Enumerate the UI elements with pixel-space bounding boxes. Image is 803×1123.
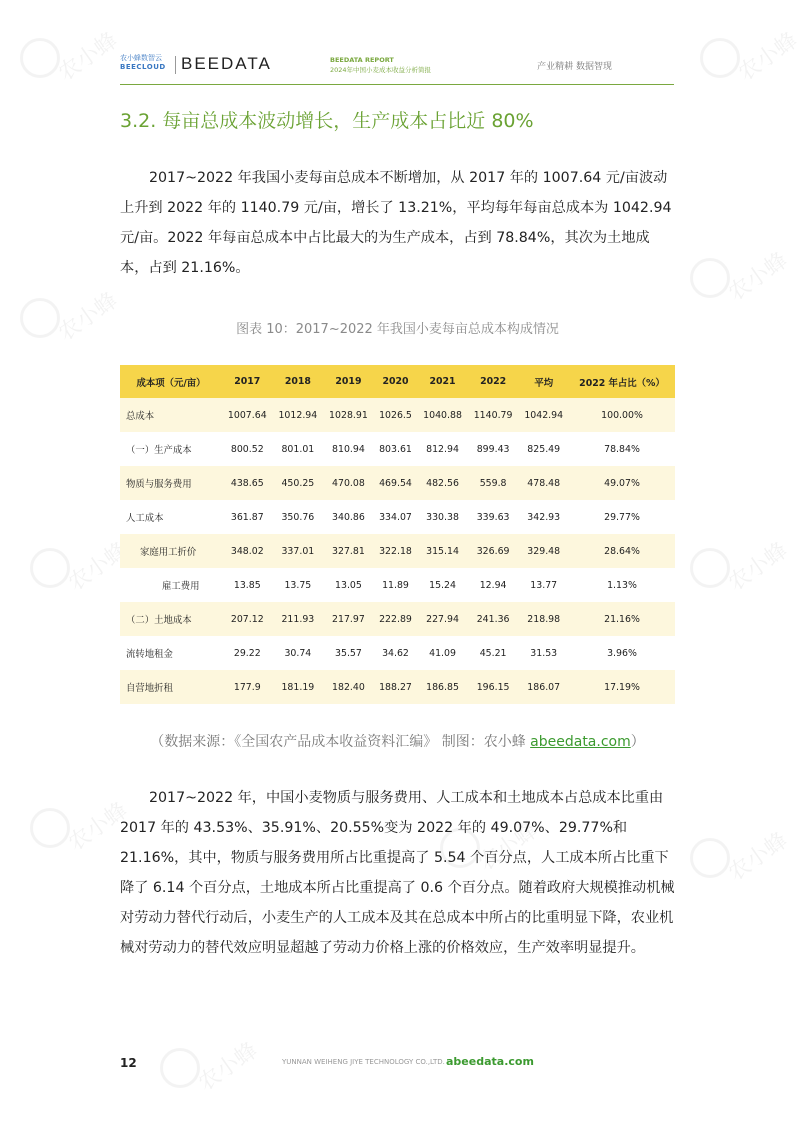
row-label-cell: 总成本 (120, 398, 222, 432)
table-row (120, 670, 675, 704)
watermark (20, 27, 123, 100)
bee-logo-icon (30, 808, 70, 848)
report-subtitle: 2024年中国小麦成本收益分析简报 (330, 66, 432, 74)
table-cell: 196.15 (468, 670, 519, 704)
table-cell: 78.84% (569, 432, 675, 466)
table-header-row (120, 365, 675, 398)
watermark-text: 农小蜂 (63, 537, 133, 597)
table-cell: 330.38 (417, 500, 468, 534)
bee-logo-icon (20, 298, 60, 338)
watermark (160, 1037, 263, 1110)
source-link[interactable]: abeedata.com (530, 734, 631, 750)
watermark-text: 农小蜂 (193, 1037, 263, 1097)
table-cell: 322.18 (374, 534, 418, 568)
row-label-cell: 物质与服务费用 (120, 466, 222, 500)
bee-logo-icon (30, 548, 70, 588)
table-cell: 13.77 (518, 568, 569, 602)
watermark (30, 797, 133, 870)
table-cell: 21.16% (569, 602, 675, 636)
table-cell: 41.09 (417, 636, 468, 670)
section-title: 3.2. 每亩总成本波动增长，生产成本占比近 80% (120, 110, 534, 132)
table-cell: 1042.94 (518, 398, 569, 432)
table-cell: 211.93 (273, 602, 324, 636)
table-cell: 350.76 (273, 500, 324, 534)
table-cell: 218.98 (518, 602, 569, 636)
logo-divider (175, 56, 176, 74)
report-info (330, 55, 431, 75)
table-cell: 17.19% (569, 670, 675, 704)
page-header (120, 50, 674, 85)
row-label-cell: 雇工费用 (120, 568, 222, 602)
column-header: 2020 (374, 365, 418, 398)
table-cell: 470.08 (323, 466, 374, 500)
table-cell: 15.24 (417, 568, 468, 602)
table-cell: 327.81 (323, 534, 374, 568)
table-row (120, 568, 675, 602)
table-cell: 13.05 (323, 568, 374, 602)
table-row (120, 466, 675, 500)
column-header: 2017 (222, 365, 273, 398)
table-cell: 800.52 (222, 432, 273, 466)
table-cell: 222.89 (374, 602, 418, 636)
table-cell: 207.12 (222, 602, 273, 636)
logo-en-text: BEECLOUD (120, 63, 166, 71)
table-cell: 348.02 (222, 534, 273, 568)
table-cell: 482.56 (417, 466, 468, 500)
watermark-text: 农小蜂 (53, 27, 123, 87)
table-cell: 31.53 (518, 636, 569, 670)
table-cell: 899.43 (468, 432, 519, 466)
table-cell: 438.65 (222, 466, 273, 500)
table-cell: 1012.94 (273, 398, 324, 432)
table-cell: 34.62 (374, 636, 418, 670)
logo-cn-text: 农小蜂数智云 (120, 54, 162, 62)
watermark-text: 农小蜂 (473, 817, 543, 877)
table-cell: 100.00% (569, 398, 675, 432)
table-cell: 810.94 (323, 432, 374, 466)
footer-company: YUNNAN WEIHENG JIYE TECHNOLOGY CO.,LTD. (282, 1058, 445, 1066)
watermark (30, 537, 133, 610)
watermark-text: 农小蜂 (723, 247, 793, 307)
table-cell: 28.64% (569, 534, 675, 568)
report-title: BEEDATA REPORT (330, 56, 394, 64)
watermark-text: 农小蜂 (53, 287, 123, 347)
table-cell: 1028.91 (323, 398, 374, 432)
column-header: 2022 (468, 365, 519, 398)
table-cell: 342.93 (518, 500, 569, 534)
table-cell: 30.74 (273, 636, 324, 670)
table-row (120, 500, 675, 534)
table-cell: 337.01 (273, 534, 324, 568)
row-label-cell: 自营地折租 (120, 670, 222, 704)
table-cell: 13.75 (273, 568, 324, 602)
table-cell: 825.49 (518, 432, 569, 466)
table-cell: 49.07% (569, 466, 675, 500)
watermark (20, 287, 123, 360)
table-cell: 177.9 (222, 670, 273, 704)
column-header: 平均 (518, 365, 569, 398)
table-cell: 334.07 (374, 500, 418, 534)
table-cell: 11.89 (374, 568, 418, 602)
header-tagline: 产业精耕 数据智现 (537, 62, 612, 72)
body-paragraph: 2017~2022 年我国小麦每亩总成本不断增加，从 2017 年的 1007.64 元/亩波动上升到 2022 年的 1140.79 元/亩，增长了 13.21%，平均每年每亩总成本为 1042.94 元/亩。2022 年每亩总成本中占比最大的为生产成本，占到 78.84%，其次为土地成本，占到 21.16%。 (120, 170, 672, 276)
table-cell: 1007.64 (222, 398, 273, 432)
body-paragraph: 2017~2022 年，中国小麦物质与服务费用、人工成本和土地成本占总成本比重由 2017 年的 43.53%、35.91%、20.55%变为 2022 年的 49.07%、29.77%和 21.16%，其中，物质与服务费用所占比重提高了 5.54 个百分点，人工成本所占比重下降了 6.14 个百分点，土地成本所占比重提高了 0.6 个百分点。随着政府大规模推动机械对劳动力替代行动后，小麦生产的人工成本及其在总成本中所占的比重明显下降，农业机械对劳动力的替代效应明显超越了劳动力价格上涨的价格效应，生产效率明显提升。 (120, 790, 675, 956)
watermark (690, 827, 793, 900)
table-cell: 803.61 (374, 432, 418, 466)
page-number: 12 (120, 1056, 137, 1070)
table-cell: 241.36 (468, 602, 519, 636)
table-cell: 1.13% (569, 568, 675, 602)
table-row (120, 636, 675, 670)
cost-table (120, 365, 675, 704)
source-close: ） (630, 734, 645, 750)
table-cell: 227.94 (417, 602, 468, 636)
column-header: 2021 (417, 365, 468, 398)
data-source (120, 731, 675, 751)
table-row (120, 602, 675, 636)
table-cell: 13.85 (222, 568, 273, 602)
table-cell: 329.48 (518, 534, 569, 568)
table-cell: 12.94 (468, 568, 519, 602)
table-cell: 217.97 (323, 602, 374, 636)
table-cell: 1040.88 (417, 398, 468, 432)
table-cell: 1140.79 (468, 398, 519, 432)
bee-logo-icon (20, 38, 60, 78)
table-cell: 186.85 (417, 670, 468, 704)
watermark (700, 27, 803, 100)
table-cell: 361.87 (222, 500, 273, 534)
beecloud-logo (120, 54, 170, 72)
column-header: 2018 (273, 365, 324, 398)
table-cell: 478.48 (518, 466, 569, 500)
watermark-text: 农小蜂 (733, 27, 803, 87)
table-row (120, 432, 675, 466)
row-label-cell: 家庭用工折价 (120, 534, 222, 568)
table-row (120, 534, 675, 568)
table-cell: 315.14 (417, 534, 468, 568)
table-cell: 469.54 (374, 466, 418, 500)
watermark (690, 247, 793, 320)
table-cell: 45.21 (468, 636, 519, 670)
row-label-cell: （二）土地成本 (120, 602, 222, 636)
footer-site-link[interactable]: abeedata.com (446, 1055, 534, 1068)
column-header: 成本项（元/亩） (120, 365, 222, 398)
bee-logo-icon (160, 1048, 200, 1088)
row-label-cell: （一）生产成本 (120, 432, 222, 466)
table-cell: 812.94 (417, 432, 468, 466)
table-cell: 29.22 (222, 636, 273, 670)
table-cell: 559.8 (468, 466, 519, 500)
column-header: 2019 (323, 365, 374, 398)
bee-logo-icon (690, 838, 730, 878)
table-cell: 340.86 (323, 500, 374, 534)
table-cell: 326.69 (468, 534, 519, 568)
table-cell: 188.27 (374, 670, 418, 704)
table-cell: 801.01 (273, 432, 324, 466)
bee-logo-icon (690, 258, 730, 298)
watermark (690, 537, 793, 610)
bee-logo-icon (700, 38, 740, 78)
bee-logo-icon (690, 548, 730, 588)
brand-name: BEEDATA (181, 54, 272, 73)
table-cell: 182.40 (323, 670, 374, 704)
table-cell: 186.07 (518, 670, 569, 704)
watermark-text: 农小蜂 (63, 797, 133, 857)
column-header: 2022 年占比（%） (569, 365, 675, 398)
table-cell: 29.77% (569, 500, 675, 534)
row-label-cell: 流转地租金 (120, 636, 222, 670)
table-cell: 1026.5 (374, 398, 418, 432)
source-text: （数据来源：《全国农产品成本收益资料汇编》 制图：农小蜂 (150, 734, 526, 750)
table-cell: 3.96% (569, 636, 675, 670)
table-row (120, 398, 675, 432)
table-cell: 35.57 (323, 636, 374, 670)
table-cell: 181.19 (273, 670, 324, 704)
watermark-text: 农小蜂 (723, 827, 793, 887)
row-label-cell: 人工成本 (120, 500, 222, 534)
table-cell: 450.25 (273, 466, 324, 500)
table-cell: 339.63 (468, 500, 519, 534)
table-caption: 图表 10：2017~2022 年我国小麦每亩总成本构成情况 (236, 322, 559, 337)
watermark-text: 农小蜂 (723, 537, 793, 597)
